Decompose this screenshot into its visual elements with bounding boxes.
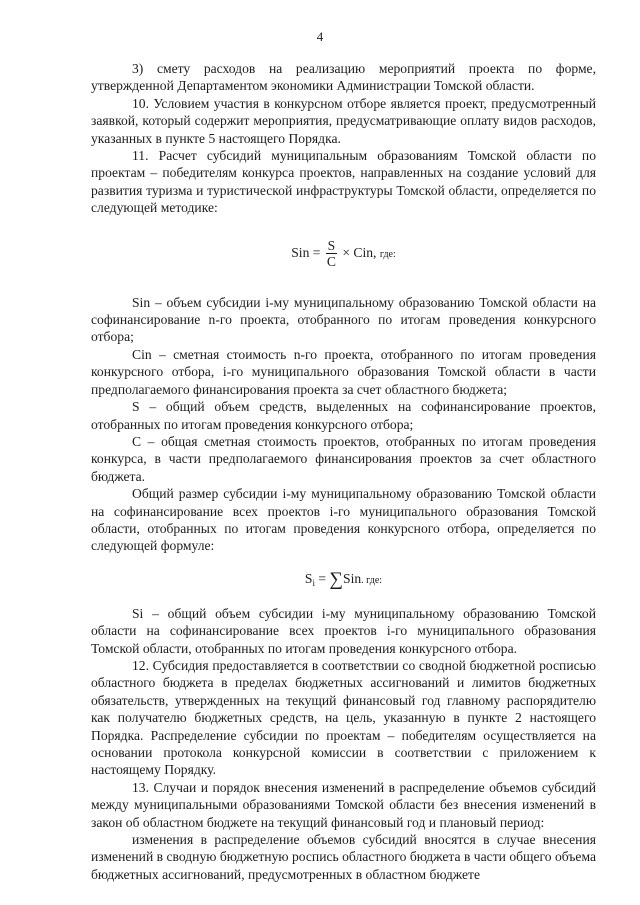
definition-s: S – общий объем средств, выделенных на софинансирование проектов, отобранных по итогам проведения конкурсного отбора; (91, 399, 596, 432)
sum-symbol: ∑ (329, 568, 344, 590)
formula2-lhs-subscript: i (312, 577, 315, 588)
definition-c: C – общая сметная стоимость проектов, отобранных по итогам проведения конкурса, в части предполагаемого финансирования проектов за счет областного бюджета. (91, 433, 596, 484)
paragraph-total-subsidy: Общий размер субсидии i-му муниципальному образованию Томской области на софинансирование всех проектов i-го муниципального образования Томской области, отобранных по итогам проведения конкурсного отбора, определяется по следующей формуле: (91, 486, 596, 554)
paragraph-clause-10: 10. Условием участия в конкурсном отборе является проект, предусмотренный заявкой, который содержит мероприятия, предусматривающие оплату видов расходов, указанных в пункте 5 настоящего Порядка. (91, 95, 596, 146)
paragraph-item-3: 3) смету расходов на реализацию мероприятий проекта по форме, утвержденной Департаментом экономики Администрации Томской области. (91, 61, 596, 94)
formula-total-subsidy (91, 565, 596, 593)
paragraph-clause-11: 11. Расчет субсидий муниципальным образованиям Томской области по проектам – победителям конкурса проектов, направленных на создание условий для развития туризма и туристической инфраструктуры Томской области, определяется по следующей методике: (91, 148, 596, 216)
definition-sin: Sin – объем субсидии i-му муниципальному образованию Томской области на софинансирование n-го проекта, отобранного по итогам проведения конкурсного отбора; (91, 294, 596, 345)
formula1-suffix: где: (379, 248, 396, 260)
page-number: 4 (316, 29, 324, 44)
formula1-rhs: × Cin, (342, 244, 377, 260)
formula2-equals: = (315, 570, 330, 586)
formula2-suffix: . где: (361, 574, 383, 586)
formula1-fraction (326, 238, 337, 269)
formula-subsidy-per-project (91, 226, 596, 280)
formula1-denominator: C (326, 254, 336, 270)
paragraph-clause-12: 12. Субсидия предоставляется в соответствии со сводной бюджетной росписью областного бюджета в пределах бюджетных ассигнований и лимитов бюджетных обязательств, утвержденных на текущий финансовый год главному распорядителю как получателю бюджетных средств, на цель, указанную в пункте 2 настоящего Порядка. Распределение субсидии по проектам – победителям осуществляется на основании протокола конкурсной комиссии в соответствии с приложением к настоящему Порядку. (91, 657, 596, 778)
definition-cin: Cin – сметная стоимость n-го проекта, отобранного по итогам проведения конкурсного отбора, i-го муниципального образования Томской области в части предполагаемого финансирования проекта за счет областного бюджета; (91, 346, 596, 397)
definition-si: Si – общий объем субсидии i-му муниципальному образованию Томской области на софинансирование всех проектов i-го муниципального образования Томской области, отобранных по итогам проведения конкурсного отбора. (91, 605, 596, 656)
paragraph-changes: изменения в распределение объемов субсидий вносятся в случае внесения изменений в сводную бюджетную роспись областного бюджета в части общего объема бюджетных ассигнований, предусмотренных в областном бюджете (91, 832, 596, 882)
formula1-lhs: Sin = (291, 244, 321, 260)
document-body (91, 60, 596, 883)
paragraph-clause-13: 13. Случаи и порядок внесения изменений в распределение объемов субсидий между муниципальными образованиями Томской области без внесения изменений в закон об областном бюджете на текущий финансовый год и плановый период: (91, 779, 596, 830)
formula1-numerator: S (327, 238, 336, 254)
formula2-lhs: S (304, 570, 313, 586)
formula2-term: Sin (343, 570, 362, 586)
